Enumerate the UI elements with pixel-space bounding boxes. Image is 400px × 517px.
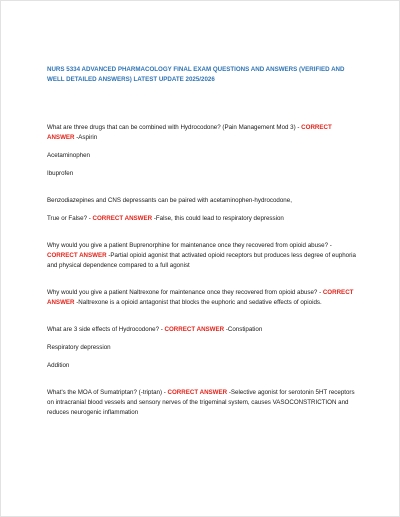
document-title: NURS 5334 ADVANCED PHARMACOLOGY FINAL EXAM QUESTIONS AND ANSWERS (VERIFIED AND WELL DETAILED ANSWERS) LATEST UPDATE 2025/2026 [47, 66, 345, 83]
answer-line: Ibuprofen [47, 170, 74, 177]
correct-answer-label: CORRECT ANSWER [47, 124, 332, 141]
question-text: Why would you give a patient Buprenorphine for maintenance once they recovered from opioid abuse? - [47, 242, 332, 249]
question-text: What are 3 side effects of Hydrocodone? - [47, 326, 165, 333]
correct-answer-label: CORRECT ANSWER [167, 389, 228, 396]
answer-text: -Aspirin [74, 134, 98, 141]
qa-item-2-statement: Benzodiazepines and CNS depressants can be paired with acetaminophen-hydrocodone, [47, 197, 292, 204]
qa-item-2 [47, 214, 357, 224]
answer-line: Respiratory depression [47, 344, 111, 351]
page-content [47, 65, 357, 418]
answer-text: -Selective agonist for serotonin 5HT receptors on intracranial blood vessels and sensory nerves of the trigeminal system, causes VASOCONSTRICTION and reduces neurogenic inflammation [47, 389, 355, 416]
qa-item-3 [47, 241, 357, 271]
answer-text: -Partial opioid agonist that activated opioid receptors but produces less degree of euphoria and physical dependence compared to a full agonist [47, 252, 356, 269]
answer-text: -Naltrexone is a opioid antagonist that blocks the euphoric and sedative effects of opioids. [74, 299, 322, 306]
question-text: What's the MOA of Sumatriptan? (-triptan) - [47, 389, 168, 396]
answer-text: -False, this could lead to respiratory depression [152, 215, 284, 222]
answer-line: Acetaminophen [47, 152, 90, 159]
correct-answer-label: CORRECT ANSWER [92, 215, 153, 222]
answer-line: Addition [47, 362, 70, 369]
answer-text: -Constipation [224, 326, 263, 333]
correct-answer-label: CORRECT ANSWER [47, 252, 107, 259]
qa-item-4 [47, 288, 357, 308]
qa-item-5 [47, 325, 357, 335]
question-text: Why would you give a patient Naltrexone for maintenance once they recovered from opioid abuse? - [47, 289, 323, 296]
question-text: True or False? - [47, 215, 93, 222]
qa-item-1 [47, 123, 357, 143]
correct-answer-label: CORRECT ANSWER [47, 289, 354, 306]
correct-answer-label: CORRECT ANSWER [164, 326, 225, 333]
qa-item-6 [47, 388, 357, 418]
question-text: What are three drugs that can be combined with Hydrocodone? (Pain Management Mod 3) - [47, 124, 302, 131]
